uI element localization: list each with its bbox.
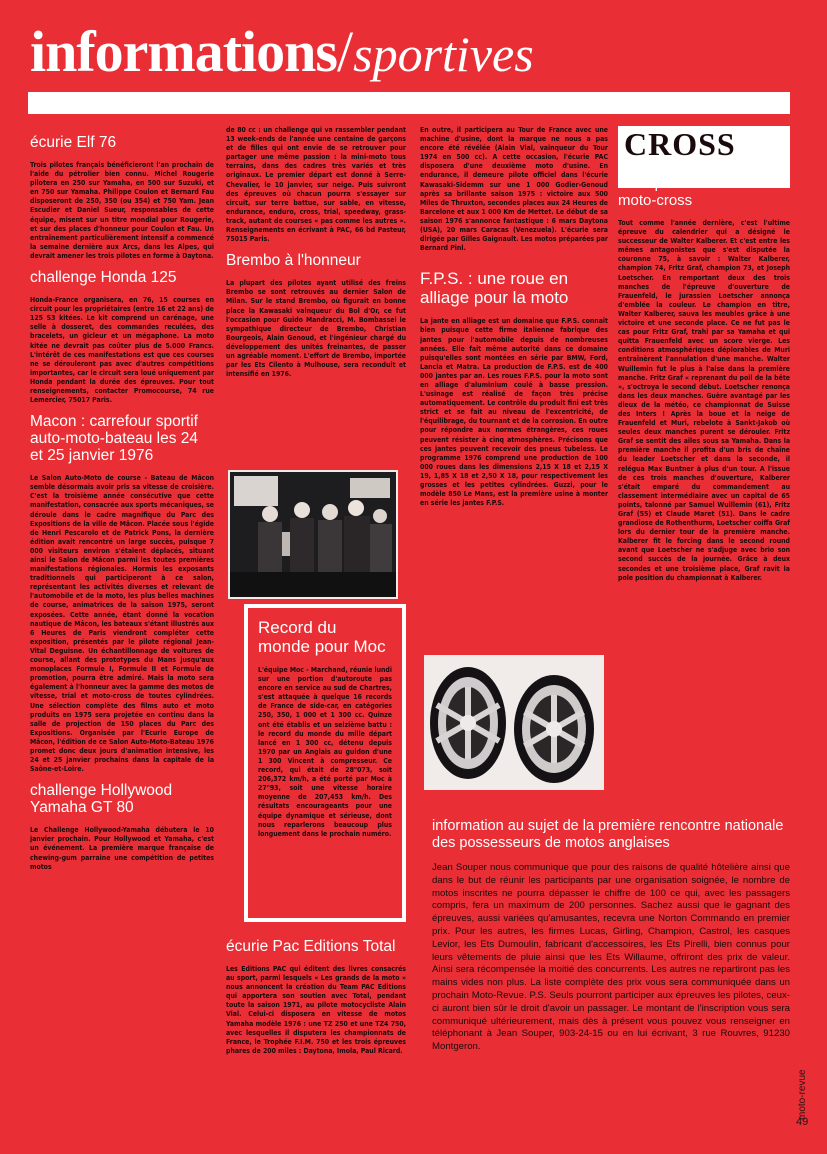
- article-body: Trois pilotes français bénéficieront l'an prochain de l'aide du pétrolier bien connu. Michel Rougerie pilotera en 250 sur Yamaha, en 500 sur Suzuki, et en 750 sur Yamaha. Philippe Coulon et Bernard Fau disposeront de 250, 350 (ou 354) et 750 Yam. Jean Escudier et Daniel Sueur, responsables de cette équipe, misent sur un titre mondial pour Rougerie, et sur des places d'honneur pour Coulon et Fau. Un entraînement particulièrement intensif a commencé la semaine dernière aux Arcs, dans les Alpes, qui devrait amener les trois pilotes en forme à Daytona.: [30, 161, 214, 260]
- article-body-motos-anglaises: Jean Souper nous communique que pour des raisons de qualité hôtelière ainsi que dans le but de réunir les participants par une organisation soignée, le nombre de motos inscrites ne pourra dépasser le chiffre de 100 ce qui, avec les passagers compris, fera un maximum de 200 personnes. Sachez aussi que le gagnant des épreuves, aussi variées qu'amusantes, recevra une Norton Commando en premier prix. Pour les autres, les firmes Lucas, Girling, Champion, Castrol, les casques Levior, les Ets Dumoulin, fabricant d'accessoires, les Ets Pirelli, bien connus pour leurs vêtements de pluie ainsi que les Ets Willaume, offriront des prix de valeur. Ainsi sera récompensée la moitié des concurrents. Les autres ne repartiront pas les mains vides non plus. La liste complète des prix vous sera communiquée dans un prochain Moto-Revue. P.S. Seuls pourront participer aux épreuves les pilotes, ceux-ci auront bien sûr le droit d'avoir un passager. Le montant de l'inscription vous sera communiqué ultérieurement, mais dès à présent vous pouvez vous renseigner en téléphonant à Jean Souper, 903-24-15 ou en lui écrivant, 3 rue Rouvres, 91230 Montgeron.: [432, 862, 790, 1053]
- column-4: [618, 150, 790, 794]
- column-2-bottom: [226, 936, 406, 1136]
- header-rule: [28, 92, 790, 114]
- article-macon: [30, 413, 214, 774]
- article-body-continued: En outre, il participera au Tour de France avec une machine d'usine, dont la marque ne nous a pas encore été révélée (Alain Vial, vainqueur du Tour 1974 en 500 cc). A cette occasion, l'écurie PAC disposera d'une deuxième moto d'usine. En endurance, il demeure pilote officiel dans l'écurie Kawasaki-Sidemm sur une 1 000 Godier-Genoud après sa brillante saison 1975 : victoire aux 500 Miles de Thruxton, secondes places aux 24 Heures de Barcelone et aux 1 000 Km de Mettet. Le début de sa saison 1976 s'annonce fantastique : 6 mars Daytona (USA), 20 mars Caracas (Venezuela). L'écurie sera dirigée par Gilles Gaignault. Les motos préparées par Bernard Pinl.: [420, 126, 608, 253]
- page-header: [30, 18, 790, 88]
- article-title-record: Record du monde pour Moc: [258, 618, 386, 656]
- article-title: Macon : carrefour sportif auto-moto-bateau les 24 et 25 janvier 1976: [30, 413, 199, 465]
- article-body-fps: La jante en alliage est un domaine que F.P.S. connaît bien puisque cette firme italienne fabrique des jantes pour l'automobile depuis de nombreuses années. Elle fait même autorité dans ce domaine puisqu'elles sont montées en série par BMW, Ford, Lancia et Matra. La production de F.P.S. est de 400 000 jantes par an. Les roues F.P.S. pour la moto sont en alliage d'aluminium coulé à basse pression. L'usinage est réalisé de façon très précise automatiquement. Le contrôle du produit fini est très strict et se fait au niveau de l'excentricité, de l'équilibrage, du tournant et de la corrosion. En outre pour répondre aux normes étrangères, ces roues peuvent résister à cinq atmosphères. Précisons que ces jantes peuvent recevoir des pneus tubeless. Le programme 1976 comprend une production de 100 000 roues dans les dimensions 2,15 X 18 et 2,15 X 19, 1,85 X 18 et 2,50 X 18, pour respectivement les grosses et les petites cylindrées. Guzzi, pour le modèle 850 Le Mans, est la première usine à monter en série les jantes F.P.S.: [420, 317, 608, 508]
- article-ecurie-elf: [30, 134, 214, 261]
- article-body-continued: de 80 cc : un challenge qui va rassembler pendant 13 week-ends de l'année une centaine de garçons et de filles qui ont envie de se retrouver pour partager une même passion : la mini-moto tous terrains, dans des cadres très variés et très originaux. Le premier départ est donné à Serre-Chevalier, le 10 janvier, sur neige. Puis suivront des épreuves où chacun pourra s'essayer sur circuit, sur terre battue, sur sable, en vitesse, endurance, enduro, cross, trial, speedway, grass-track, autant de courses « pas comme les autres ». Renseignements en écrivant à PAC, 66 bd Pasteur, 75015 Paris.: [226, 126, 406, 244]
- article-body-record: L'équipe Moc - Marchand, réunie lundi sur une portion d'autoroute pas encore en service au sud de Chartres, s'est attaquée à quelque 16 records de France de side-car, en catégories 250, 350, 1 000 et 1 300 cc. Quinze ont été établis et un seizième battu : le record du monde du mille départ lancé en 1 300 cc, détenu depuis 1970 par un Anglais au guidon d'une 1 300 Vincent à compresseur. Ce record, qui était de 28"073, soit 206,372 km/h, a été porté par Moc à 27"93, soit une vitesse horaire moyenne de 207,453 km/h. Des résultats encourageants pour une équipe dynamique et sérieuse, dont nous reparlerons beaucoup plus longuement dans le prochain numéro.: [258, 666, 392, 838]
- record-du-monde-box: [244, 604, 406, 922]
- article-title-fps: F.P.S. : une roue en alliage pour la moto: [420, 269, 569, 308]
- article-body: Honda-France organisera, en 76, 15 courses en circuit pour les propriétaires (entre 16 et 22 ans) de 125 S3 kitées. Le kit comprend un carénage, une selle à dosseret, des commandes reculées, des bracelets, un gicleur et un mégaphone. La moto kitée ne devrait pas coûter plus de 5.000 Francs. L'intérêt de ces manifestations est que ces courses ne se dérouleront pas avec d'autres compétitions importantes, car le circuit sera loué uniquement par Honda pendant la durée des épreuves. Pour tout renseignements, contacter Promocourse, 74 rue Lemercier, 75017 Paris.: [30, 296, 214, 405]
- article-body-brembo: La plupart des pilotes ayant utilisé des freins Brembo se sont retrouvés au dernier Salon de Milan. Sur le stand Brembo, où figurait en bonne place la Kawasaki vainqueur du Bol d'Or, ce fut l'occasion pour Guido Mandracci, M. Bombassei le sympathique directeur de Brembo, Christian Bourgeois, Alain Genoud, et l'ingénieur chargé du développement des unités freinantes, de passer un agréable moment. L'effort de Brembo, importée par les Ets Cilento à Mulhouse, sera reconduit et intensifié en 1976.: [226, 279, 406, 379]
- article-title-motos-anglaises: information au sujet de la première rencontre nationale des possesseurs de motos anglaises: [432, 818, 784, 851]
- article-hollywood: [30, 782, 214, 871]
- page-number: 49: [796, 1116, 809, 1128]
- cross-badge-label: CROSS: [624, 126, 736, 162]
- article-title: challenge Hollywood Yamaha GT 80: [30, 782, 173, 817]
- header-separator: /: [337, 19, 354, 84]
- article-motos-anglaises: [420, 818, 790, 1138]
- magazine-side-label: moto-revue: [797, 1069, 808, 1120]
- article-title-cross: Suisse : bilan du championnat 1975 de moto-cross: [618, 158, 763, 209]
- header-subtitle: sportives: [353, 26, 534, 82]
- article-body: Le Challenge Hollywood-Yamaha débutera le 10 janvier prochain. Pour Hollywood et Yamaha, c'est un événement. La première marque française de chewing-gum parraine une compétition de petites motos: [30, 826, 214, 871]
- column-1: [30, 126, 214, 1136]
- article-honda: [30, 269, 214, 405]
- article-body-cross: Tout comme l'année dernière, c'est l'ultime épreuve du calendrier qui a désigné le successeur de Walter Kalberer. Et c'est entre les mêmes antagonistes que s'est disputée la couronne 75, à savoir : Walter Kalberer, champion 74, Fritz Graf, champion 73, et Joseph Loetscher. En remportant deux des trois manches de l'épreuve d'ouverture de Frauenfeld, le jurassien Loetscher annonça d'emblée la couleur. Le champion en titre, Walter Kalberer, sauva les meubles grâce à une victoire et une seconde place. Ce ne fut pas le cas pour Fritz Graf, trahi par sa Yamaha et qui quitta Frauenfeld avec un score vierge. Les conditions atmosphériques déplorables de Muri entraînèrent l'annulation d'une manche. Walter Wuillemin fut le plus à l'aise dans la première manche. Fritz Graf « reprenant du poil de la bête », s'octroya le second début. Loetscher renonça dans les deux manches. Guère avantagé par les dieux de la météo, ce championnat de Suisse des Inters ! Après la boue et la neige de Frauenfeld et Muri, rebelote à Sankt-Jakob où seules deux manches purent se dérouler. Fritz Graf se sentit des ailes sous sa Yamaha. Dans la première manche il profita d'un bris de chaîne du leader Loetscher et dans la seconde, il relégua Max Buntner à plus d'un tour. A l'issue de ces trois manches d'ouverture, Kalberer s'était emparé du commandement au classement intermédiaire avec un capital de 65 points, talonné par Samuel Wuillemin (61), Fritz Graf (55) et Claude Maret (51). Dans le cadre grandiose de Rothenthurm, Loetscher coiffa Graf lors du dernier tour de la première manche. Kalberer fit le forcing dans le second round avant que Loetscher ne s'adjuge avec brio son second succès de la journée. Grâce à deux secondes et une troisième place, Graf ravit la pole position du championnat à Kalberer.: [618, 219, 790, 582]
- article-title-pac: écurie Pac Editions Total: [226, 938, 396, 955]
- article-title: challenge Honda 125: [30, 269, 177, 287]
- article-title: écurie Elf 76: [30, 134, 117, 151]
- fps-wheels-photo: [424, 655, 604, 790]
- article-title-brembo: Brembo à l'honneur: [226, 252, 361, 270]
- header-title: informations: [30, 19, 337, 84]
- article-body-pac: Les Editions PAC qui éditent des livres consacrés au sport, parmi lesquels « Les grands de la moto » nous annoncent la création du Team PAC Editions qui apportera son soutien avec Total, pendant toute la saison 1971, au pilote motocycliste Alain Vial. Celui-ci disposera en vitesse de motos Yamaha modèle 1976 : une TZ 250 et une TZ4 750, avec lesquelles il disputera les championnats de France, le Trophée F.I.M. 750 et les trois épreuves phares de 200 miles : Daytona, Imola, Paul Ricard.: [226, 965, 406, 1055]
- article-body: Le Salon Auto-Moto de course - Bateau de Mâcon semble désormais avoir pris sa vitesse de croisière. C'est la troisième année consécutive que cette manifestation, consacrée aux sports mécaniques, se déroule dans le cadre magnifique du Parc des Expositions de la ville de Mâcon. Placée sous l'égide de Henri Pescarolo et de Patrick Pons, la dernière édition avait rencontré un large succès, puisque 7 000 visiteurs environ s'étaient déplacés, situant ainsi le Salon de Mâcon parmi les toutes premières manifestations régionales. Hormis les exposants traditionnels qui participeront à ce salon, représentant les activités diverses et relevant de l'automobile et de la moto, les plus belles machines de course, animatrices de la saison 1975, seront exposées. Cette année, étant donné la vocation nautique de Mâcon, les bateaux s'étant illustrés aux 6 Heures de Paris viendront compléter cette exposition, présentés par le pilote régional Jean-Vital Deguisne. Un échantillonnage de voitures de course, allant des prototypes du Mans jusqu'aux monoplaces Formule I, Formule II et Formule de promotion, pourra être admiré. Mais la moto sera également à l'honneur avec la gamme des motos de vitesse, trial et moto-cross de toutes cylindrées. Une sélection complète des films auto et moto produits en 1975 sera projetée en continu dans la salle de projection de 150 places du Parc des Expositions. Organisée par l'Ecurie Europe de Mâcon, l'édition de ce Salon Auto-Moto-Bateau 1976 promet donc deux jours d'animation intensive, les 24 et 25 janvier prochains dans la capitale de la Saône-et-Loire.: [30, 474, 214, 774]
- brembo-photo: [228, 470, 398, 599]
